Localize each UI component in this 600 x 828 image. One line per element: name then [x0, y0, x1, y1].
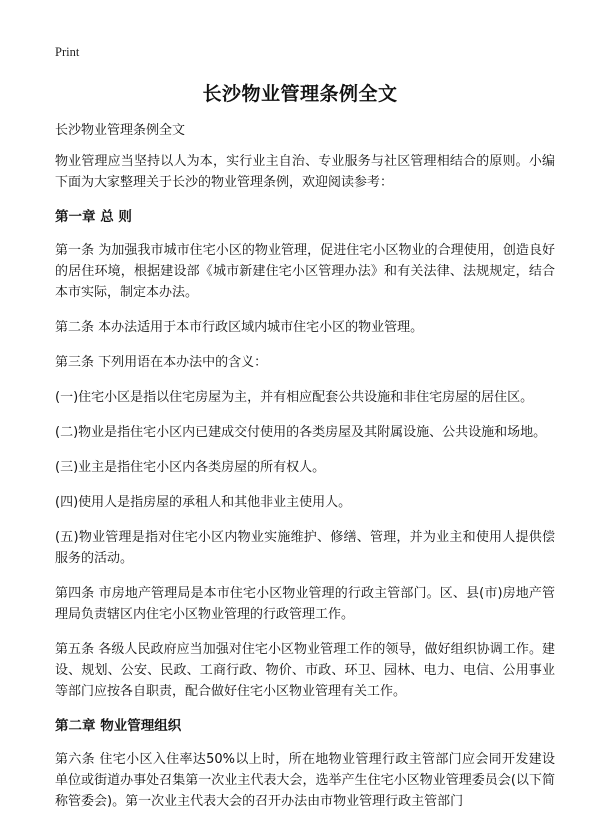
definition-1: (一)住宅小区是指以住宅房屋为主，并有相应配套公共设施和非住宅房屋的居住区。	[55, 390, 534, 405]
chapter-2-heading: 第二章 物业管理组织	[55, 718, 182, 734]
page-title: 长沙物业管理条例全文	[202, 83, 398, 105]
chapter-1-heading: 第一章 总 则	[55, 209, 132, 225]
definition-3: (三)业主是指住宅小区内各类房屋的所有权人。	[55, 460, 326, 475]
print-label[interactable]: Print	[55, 45, 80, 59]
definition-5: (五)物业管理是指对住宅小区内物业实施维护、修缮、管理，并为业主和使用人提供偿服务的活动。	[55, 530, 555, 566]
intro-paragraph: 物业管理应当坚持以人为本，实行业主自治、专业服务与社区管理相结合的原则。小编下面为大家整理关于长沙的物业管理条例，欢迎阅读参考：	[55, 154, 555, 190]
article-subtitle: 长沙物业管理条例全文	[55, 123, 186, 138]
article-body	[55, 120, 555, 826]
article-2: 第二条 本办法适用于本市行政区域内城市住宅小区的物业管理。	[55, 320, 424, 335]
article-5: 第五条 各级人民政府应当加强对住宅小区物业管理工作的领导，做好组织协调工作。建设、规划、公安、民政、工商行政、物价、市政、环卫、园林、电力、电信、公用事业等部门应按各自职责，配合做好住宅小区物业管理有关工作。	[55, 642, 555, 699]
article-3: 第三条 下列用语在本办法中的含义：	[55, 355, 268, 370]
article-4: 第四条 市房地产管理局是本市住宅小区物业管理的行政主管部门。区、县(市)房地产管理局负责辖区内住宅小区物业管理的行政管理工作。	[55, 586, 555, 622]
definition-2: (二)物业是指住宅小区内已建成交付使用的各类房屋及其附属设施、公共设施和场地。	[55, 425, 547, 440]
article-1: 第一条 为加强我市城市住宅小区的物业管理，促进住宅小区物业的合理使用，创造良好的居住环境，根据建设部《城市新建住宅小区管理办法》和有关法律、法规规定，结合本市实际，制定本办法。	[55, 243, 555, 300]
article-6: 第六条 住宅小区入住率达50%以上时，所在地物业管理行政主管部门应会同开发建设单位或街道办事处召集第一次业主代表大会，选举产生住宅小区物业管理委员会(以下简称管委会)。第一次业主代表大会的召开办法由市物业管理行政主管部门	[55, 752, 555, 809]
definition-4: (四)使用人是指房屋的承租人和其他非业主使用人。	[55, 495, 352, 510]
